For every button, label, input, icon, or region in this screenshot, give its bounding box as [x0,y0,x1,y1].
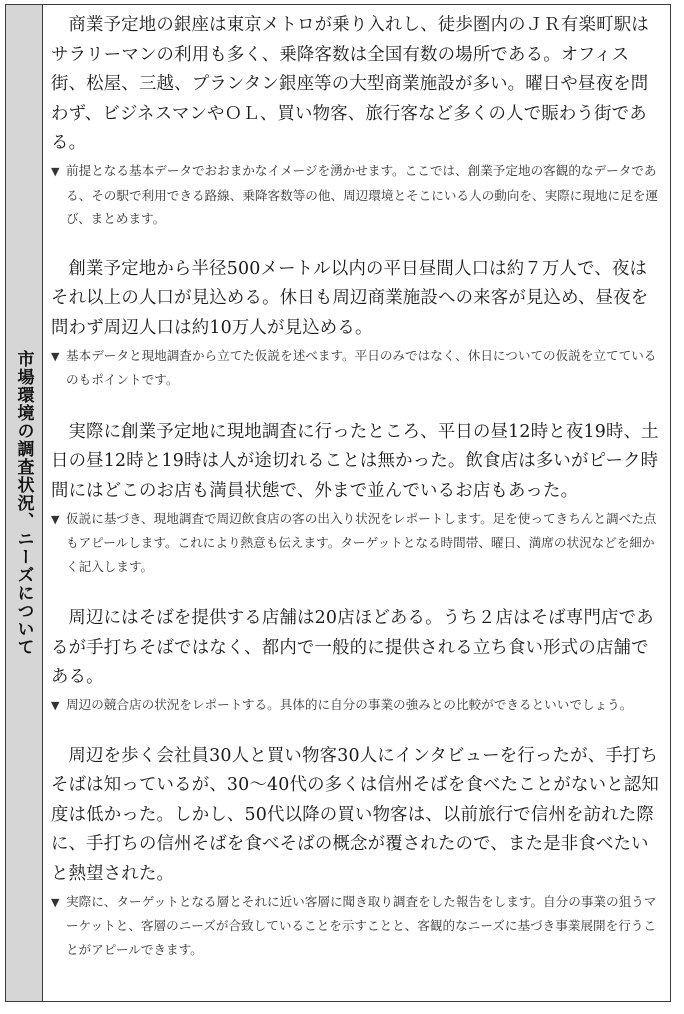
note-text: 周辺の競合店の状況をレポートする。具体的に自分の事業の強みとの比較ができるといいでしょう。 [66,697,633,713]
section-population [51,255,664,392]
body-paragraph: 商業予定地の銀座は東京メトロが乗り入れし、徒歩圏内のＪＲ有楽町駅はサラリーマンの利用も多く、乗降客数は全国有数の場所である。オフィス街、松屋、三越、プランタン銀座等の大型商業施設が多い。曜日や昼夜を問わず、ビジネスマンやＯＬ、買い物客、旅行客など多くの人で賑わう街である。 [51,15,649,154]
section-field-survey [51,418,664,579]
section-competitors [51,604,664,717]
body-paragraph: 創業予定地から半径500メートル以内の平日昼間人口は約７万人で、夜はそれ以上の人口が見込める。休日も周辺商業施設への来客が見込め、昼夜を問わず周辺人口は約10万人が見込める。 [51,258,649,338]
note-text: 実際に、ターゲットとなる層とそれに近い客層に聞き取り調査をした報告をします。自分の事業の狙うマーケットと、客層のニーズが合致していることを示すことと、客観的なニーズに基づき事業展開を行うことがアピールできます。 [66,893,657,957]
note-paragraph [51,507,664,579]
note-paragraph [51,693,664,718]
section-interviews [51,742,664,962]
content-area [43,5,670,1001]
note-text: 基本データと現地調査から立てた仮説を述べます。平日のみではなく、休日についての仮説を立てているのもポイントです。 [66,347,657,388]
triangle-down-icon: ▼ [51,512,60,526]
section-location [51,11,664,231]
triangle-down-icon: ▼ [51,895,60,909]
triangle-down-icon: ▼ [51,349,60,363]
side-label: 市場環境の調査状況、ニーズについて [13,350,34,656]
body-paragraph: 実際に創業予定地に現地調査に行ったところ、平日の昼12時と夜19時、土日の昼12時と19時は人が途切れることは無かった。飲食店は多いがピーク時間にはどこのお店も満員状態で、外まで並んでいるお店もあった。 [51,421,659,501]
document-frame [5,4,671,1002]
note-text: 仮説に基づき、現地調査で周辺飲食店の客の出入り状況をレポートします。足を使ってきちんと調べた点もアピールします。これにより熱意も伝えます。ターゲットとなる時間帯、曜日、満席の状況などを細かく記入します。 [66,510,657,574]
note-paragraph [51,890,664,962]
note-paragraph [51,159,664,231]
note-text: 前提となる基本データでおおまかなイメージを湧かせます。ここでは、創業予定地の客観的なデータである、その駅で利用できる路線、乗降客数等の他、周辺環境とそこにいる人の動向を、実際に現地に足を運び、まとめます。 [66,162,658,227]
body-paragraph: 周辺にはそばを提供する店舗は20店ほどある。うち２店はそば専門店であるが手打ちそばではなく、都内で一般的に提供される立ち食い形式の店舗である。 [51,608,654,688]
side-label-column [6,5,43,1001]
note-paragraph [51,344,664,392]
triangle-down-icon: ▼ [51,164,60,178]
triangle-down-icon: ▼ [51,699,60,713]
body-paragraph: 周辺を歩く会社員30人と買い物客30人にインタビューを行ったが、手打ちそばは知っているが、30〜40代の多くは信州そばを食べたことがないと認知度は低かった。しかし、50代以降の買い物客は、以前旅行で信州を訪れた際に、手打ちの信州そばを食べそばの概念が覆されたので、また是非食べたいと熱望された。 [51,745,659,885]
